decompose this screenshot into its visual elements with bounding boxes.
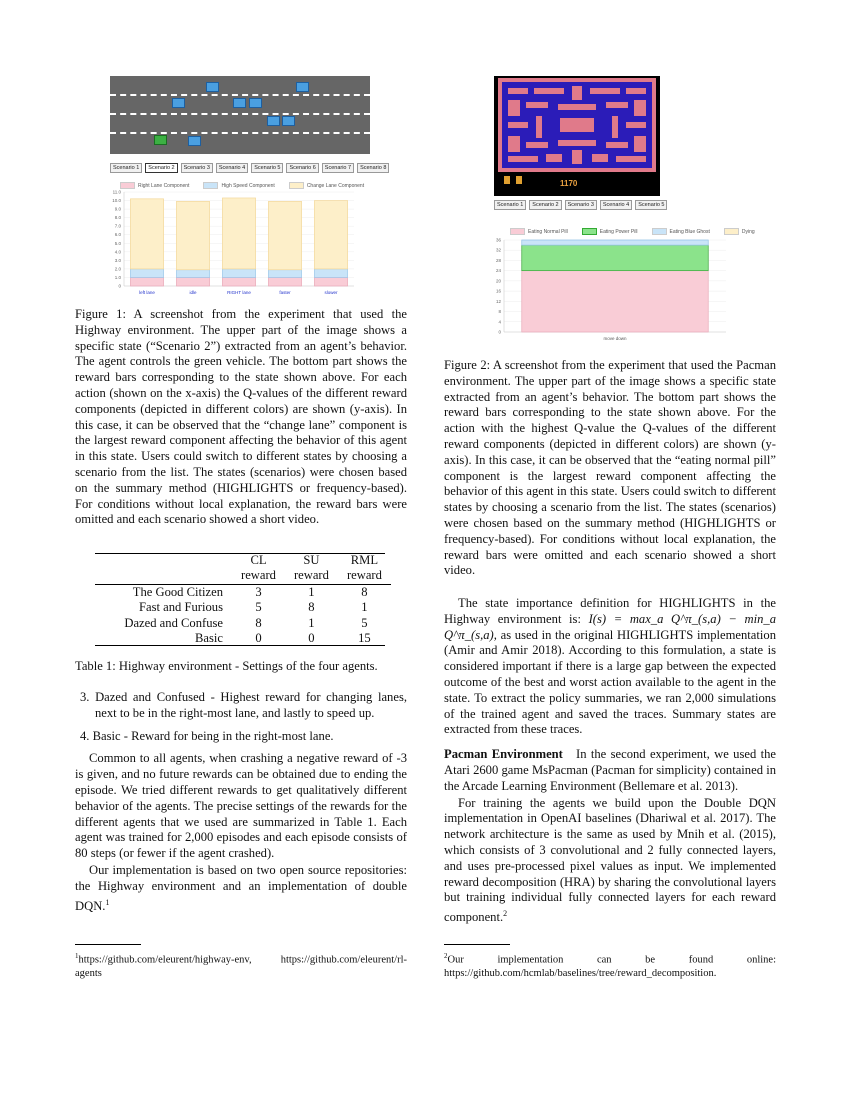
maze-wall <box>572 86 582 100</box>
maze-wall <box>546 154 562 162</box>
score: 1170 <box>560 179 578 188</box>
x-tick-label: slower <box>324 290 338 295</box>
y-tick-label: 0 <box>118 283 121 289</box>
maze-wall <box>592 154 608 162</box>
x-tick-label: idle <box>189 290 197 295</box>
maze-wall <box>498 78 502 172</box>
table1: CL SU RML reward reward reward The Good Citizen 3 1 8 Fast and Furious 5 8 1 Dazed and Confuse 8 1 5 Basic 0 0 15 <box>95 553 391 646</box>
vehicle <box>282 116 295 126</box>
y-tick-label: 6.0 <box>114 232 121 238</box>
maze-wall <box>498 78 656 82</box>
bar-segment <box>130 199 163 269</box>
scenario-button-1[interactable]: Scenario 1 <box>110 163 142 173</box>
bar-segment <box>522 271 708 332</box>
bar-segment <box>176 277 209 286</box>
legend-swatch <box>724 228 739 235</box>
paragraph: For training the agents we build upon the Double DQN implementation in OpenAI baselines (Dhariwal et al. 2017). The network architecture is the same as used by Mnih et al. (2015), which consists of 3 convolutional and 2 fully connected layers, and uses pre-processed pixel values as input. We implemented reward decomposition (HRA) by sharing the convolutional layers but training individual fully connected layers for each reward component.$^2$ <box>444 795 776 925</box>
y-tick-label: 8.0 <box>114 215 121 221</box>
paragraph: Pacman Environment In the second experiment, we used the Atari 2600 game MsPacman (Pacman for simplicity) contained in the Arcade Learning Environment (Bellemare et al. 2013). <box>444 747 776 793</box>
maze-wall <box>536 116 542 138</box>
bar-segment <box>522 240 708 245</box>
y-tick-label: 5.0 <box>114 240 121 246</box>
vehicle <box>188 136 201 146</box>
legend-swatch <box>582 228 597 235</box>
y-tick-label: 20 <box>495 278 501 284</box>
paragraph: The state importance definition for HIGHLIGHTS in the Highway environment is: I(s) = max_a Q^π_(s,a) − min_a Q^π_(s,a), as used in the original HIGHLIGHTS implementation (Amir and Amir 2018). According to this formulation, a state is considered important if there is a large gap between the expected outcome of the best and worst action available to the agent in the state. To extract the policy summaries, we ran 2,000 simulations of the trained agent and saved the traces. Summary states are extracted from these traces. <box>444 596 776 737</box>
y-tick-label: 12 <box>495 298 501 304</box>
scenario-button-3[interactable]: Scenario 3 <box>181 163 213 173</box>
y-tick-label: 4 <box>498 319 501 325</box>
section-heading: Pacman Environment <box>444 747 563 762</box>
maze-wall <box>634 100 646 116</box>
maze-wall <box>508 88 528 94</box>
legend-swatch <box>510 228 525 235</box>
maze-wall <box>590 88 620 94</box>
chart-legend <box>510 228 769 235</box>
maze-wall <box>626 88 646 94</box>
paragraph: Our implementation is based on two open source repositories: the Highway environment and an implementation of double DQN.$^1$ <box>75 862 407 913</box>
scenario-buttons <box>494 200 667 210</box>
ego-vehicle <box>154 135 167 145</box>
maze-wall <box>526 142 548 148</box>
maze-wall <box>572 150 582 164</box>
bar-segment <box>222 269 255 278</box>
x-tick-label: left lane <box>139 290 155 295</box>
y-tick-label: 28 <box>495 257 501 263</box>
bar-segment <box>130 269 163 278</box>
maze-wall <box>498 168 656 172</box>
bar-segment <box>176 270 209 278</box>
figure2-caption: Figure 2: A screenshot from the experiment that used the Pacman environment. The upper part of the image shows a specific state extracted from an agent’s behavior. The bottom part shows the reward bars corresponding to the state shown above. For the action with the highest Q-value the Q-values of the different reward components (depicted in different colors) are shown (y-axis). In this case, it can be observed that the “eating normal pill” component is the largest reward component affecting the behavior of this agent in this state. Users could switch to different states by choosing a scenario from the list. The states (scenarios) were chosen based on the summary method (HIGHLIGHTS or frequency-based). For conditions without local explanation, the reward bars were omitted and each scenario showed a short video. <box>444 358 776 578</box>
maze-wall <box>558 104 596 110</box>
vehicle <box>249 98 262 108</box>
maze-wall <box>508 122 528 128</box>
maze-wall <box>606 102 628 108</box>
bar-segment <box>314 201 347 269</box>
scenario-button-7[interactable]: Scenario 7 <box>322 163 354 173</box>
bar-segment <box>314 277 347 286</box>
pacman-reward-chart <box>490 236 730 346</box>
legend-entry[interactable]: Eating Normal Pill <box>510 228 568 235</box>
highway-road-image <box>110 76 370 154</box>
x-tick-label: faster <box>279 290 291 295</box>
scenario-button-4[interactable]: Scenario 4 <box>216 163 248 173</box>
maze-wall <box>558 140 596 146</box>
maze-wall <box>634 136 646 152</box>
scenario-button-8[interactable]: Scenario 8 <box>357 163 389 173</box>
bar-segment <box>130 277 163 286</box>
pacman-game-image <box>494 76 660 196</box>
maze-wall <box>534 88 564 94</box>
maze-wall <box>626 122 646 128</box>
table1-caption: Table 1: Highway environment - Settings of the four agents. <box>75 659 378 673</box>
maze-wall <box>616 156 646 162</box>
maze-wall <box>508 100 520 116</box>
vehicle <box>172 98 185 108</box>
lives-icon <box>516 176 522 184</box>
importance-formula: I(s) = max_a Q^π_(s,a) − min_a Q^π_(s,a), <box>444 611 776 642</box>
y-tick-label: 8 <box>498 309 501 315</box>
y-tick-label: 1.0 <box>114 274 121 280</box>
legend-entry[interactable]: Eating Power Pill <box>582 228 638 235</box>
y-tick-label: 2.0 <box>114 266 121 272</box>
y-tick-label: 3.0 <box>114 257 121 263</box>
scenario-button-5[interactable]: Scenario 5 <box>251 163 283 173</box>
y-tick-label: 7.0 <box>114 223 121 229</box>
paragraph: Common to all agents, when crashing a negative reward of -3 is given, and no future rewards can be obtained due to ending the episode. We tried different rewards to get qualitatively different behavior of the agents. The precise settings of the rewards for the different agents that we used are summarized in Table 1. Each agent was trained for 2,000 episodes and each episode consists of 80 steps (or fewer if the agent crashed). <box>75 751 407 861</box>
y-tick-label: 32 <box>495 247 501 253</box>
bar-segment <box>222 277 255 286</box>
scenario-button-4[interactable]: Scenario 4 <box>600 200 632 210</box>
bar-segment <box>268 270 301 278</box>
maze-wall <box>606 142 628 148</box>
y-tick-label: 24 <box>495 268 501 274</box>
bar-segment <box>268 277 301 286</box>
vehicle <box>206 82 219 92</box>
highway-reward-chart <box>108 188 358 300</box>
y-tick-label: 0 <box>498 329 501 335</box>
y-tick-label: 16 <box>495 288 501 294</box>
scenario-button-2[interactable]: Scenario 2 <box>529 200 561 210</box>
figure1-caption: Figure 1: A screenshot from the experiment that used the Highway environment. The upper part of the image shows a specific state (“Scenario 2”) extracted from an agent’s behavior. The agent controls the green vehicle. The bottom part shows the reward bars corresponding to the state shown above. For each action (shown on the x-axis) the Q-values of the different reward components (depicted in different colors) are shown (y-axis). In this case, it can be observed that the “change lane” component is the largest reward component affecting the behavior of this agent in this state. Users could switch to different states by choosing a scenario from the list. The states (scenarios) were chosen based on the summary method (HIGHLIGHTS or frequency-based). For conditions without local explanation, the reward bars were omitted and each scenario showed a short video. <box>75 307 407 527</box>
bar-segment <box>314 269 347 278</box>
scenario-button-5[interactable]: Scenario 5 <box>635 200 667 210</box>
x-tick-label: RIGHT lane <box>227 290 251 295</box>
scenario-button-1[interactable]: Scenario 1 <box>494 200 526 210</box>
maze-wall <box>508 136 520 152</box>
vehicle <box>267 116 280 126</box>
scenario-buttons <box>110 163 389 173</box>
bar-segment <box>176 201 209 269</box>
vehicle <box>233 98 246 108</box>
scenario-button-2[interactable]: Scenario 2 <box>145 163 177 173</box>
bar-segment <box>268 201 301 269</box>
legend-entry[interactable]: Eating Blue Ghost <box>652 228 710 235</box>
maze-wall <box>508 156 538 162</box>
bar-segment <box>522 245 708 271</box>
y-tick-label: 10.0 <box>112 198 121 204</box>
footnote-2: $^2$Our implementation can be found online: https://github.com/hcmlab/baselines/tree/reward_decomposition. <box>444 952 776 979</box>
y-tick-label: 9.0 <box>114 206 121 212</box>
scenario-button-6[interactable]: Scenario 6 <box>286 163 318 173</box>
x-tick-label: move down <box>603 336 627 341</box>
maze-wall <box>526 102 548 108</box>
maze-wall <box>612 116 618 138</box>
legend-entry[interactable]: High Speed Component <box>203 182 274 189</box>
y-tick-label: 4.0 <box>114 249 121 255</box>
y-tick-label: 36 <box>495 237 501 243</box>
scenario-button-3[interactable]: Scenario 3 <box>565 200 597 210</box>
maze-wall <box>560 118 594 132</box>
vehicle <box>296 82 309 92</box>
bar-segment <box>222 198 255 269</box>
legend-swatch <box>652 228 667 235</box>
list-item: 4. Basic - Reward for being in the right-most lane. <box>80 728 334 743</box>
lives-icon <box>504 176 510 184</box>
y-tick-label: 11.0 <box>112 189 121 195</box>
legend-entry[interactable]: Right Lane Component <box>120 182 189 189</box>
list-item: 3. Dazed and Confused - Highest reward for changing lanes, next to be in the right-most lane, and lastly to speed up. <box>80 690 407 720</box>
legend-entry[interactable]: Change Lane Component <box>289 182 364 189</box>
legend-entry[interactable]: Dying <box>724 228 755 235</box>
footnote-1: $^1$https://github.com/eleurent/highway-env, https://github.com/eleurent/rl-agents <box>75 952 407 979</box>
maze-wall <box>652 78 656 172</box>
